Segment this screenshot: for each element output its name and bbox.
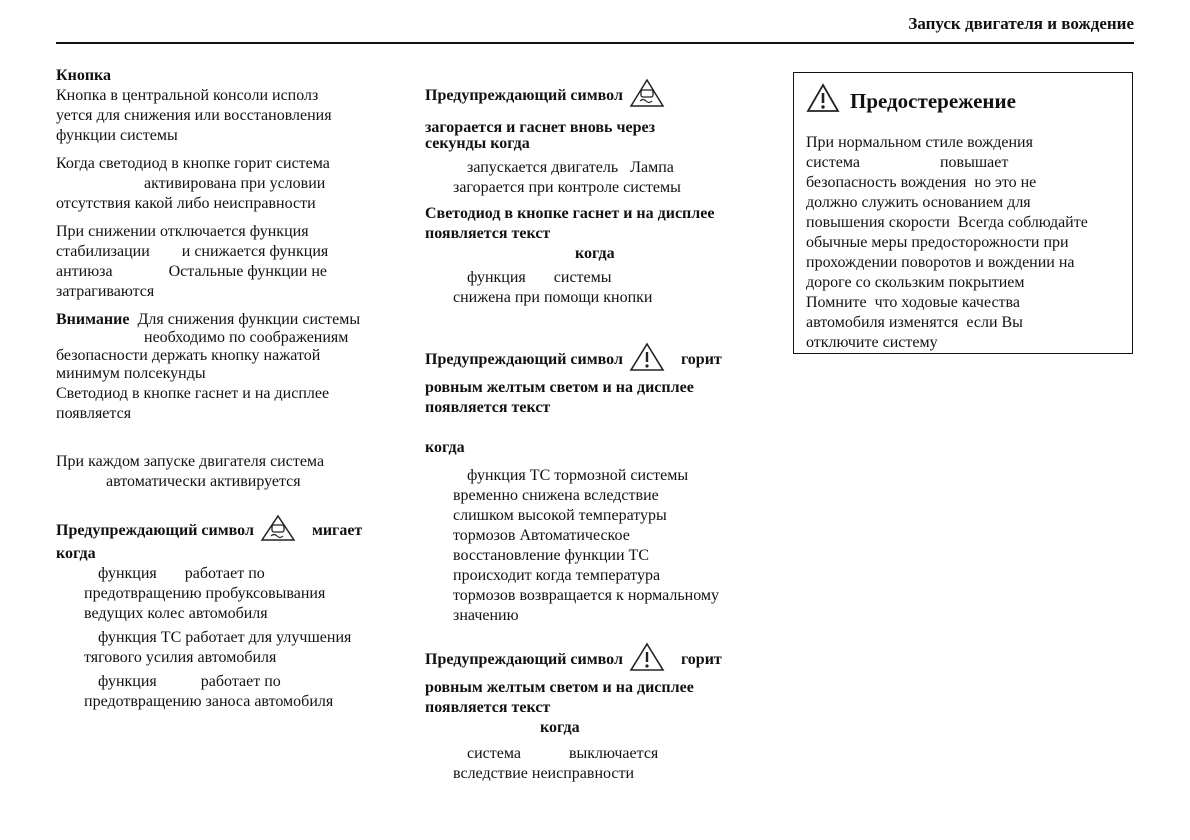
text-line: ровным желтым светом и на дисплее (425, 379, 694, 396)
text-line: тягового усилия автомобиля (84, 649, 277, 666)
text-line: функция ТС тормозной системы (467, 467, 689, 484)
symbol-heading: Предупреждающий символ (425, 78, 765, 114)
warning-triangle-icon (806, 83, 840, 119)
text-line: повышения скорости Всегда соблюдайте (806, 214, 1088, 231)
symbol-heading: Предупреждающий символ горит (425, 342, 765, 378)
text-line: должно служить основанием для (806, 194, 1031, 211)
text-line: функции системы (56, 127, 178, 144)
warning-box-title: Предостережение (806, 83, 1120, 119)
text-line: Когда светодиод в кнопке горит система (56, 155, 330, 172)
text-line: система повышает (806, 154, 1009, 171)
text-line: функция работает по (98, 673, 281, 690)
page-title: Запуск двигателя и вождение (908, 14, 1134, 33)
text-line: автоматически активируется (106, 473, 301, 490)
text-line: функция работает по (98, 565, 265, 582)
text-line: При нормальном стиле вождения (806, 134, 1033, 151)
text-line: загорается при контроле системы (453, 179, 681, 196)
warning-triangle-icon (629, 342, 665, 378)
text-line: тормозов Автоматическое (453, 527, 630, 544)
text-line: Помните что ходовые качества (806, 294, 1020, 311)
text-line: происходит когда температура (453, 567, 661, 584)
text-line: обычные меры предосторожности при (806, 234, 1069, 251)
column-left (56, 66, 401, 712)
text-line: безопасность вождения но это не (806, 174, 1037, 191)
text-line: когда (540, 719, 580, 736)
text-line: секунды когда (425, 135, 530, 152)
text-line: необходимо по соображениям (144, 329, 349, 346)
text-line: вследствие неисправности (453, 765, 635, 782)
section-heading: Кнопка (56, 67, 112, 84)
text-line: появляется текст (425, 399, 551, 416)
traction-control-icon (260, 514, 296, 548)
text-line: тормозов возвращается к нормальному (453, 587, 720, 604)
text-line: когда (575, 245, 615, 262)
warning-triangle-icon (629, 642, 665, 678)
column-middle (425, 78, 765, 784)
attention-label: Внимание (56, 311, 130, 328)
text-line: Светодиод в кнопке гаснет и на дисплее (425, 205, 715, 222)
text-line: загорается и гаснет вновь через (425, 119, 655, 136)
text-line: безопасности держать кнопку нажатой (56, 347, 321, 364)
text-line: появляется текст (425, 699, 551, 716)
text-line: система выключается (467, 745, 659, 762)
text-line: восстановление функции ТС (453, 547, 649, 564)
text-line: когда (425, 439, 465, 456)
text-line: дороге со скользким покрытием (806, 274, 1025, 291)
text-line: временно снижена вследствие (453, 487, 659, 504)
text-line: функция системы (467, 269, 612, 286)
text-line: отсутствия какой либо неисправности (56, 195, 316, 212)
text-line: ведущих колес автомобиля (84, 605, 268, 622)
text-line: активирована при условии (144, 175, 326, 192)
text-line: антиюза Остальные функции не (56, 263, 328, 280)
text-line: уется для снижения или восстановления (56, 107, 332, 124)
text-line: появляется текст (425, 225, 551, 242)
text-line: затрагиваются (56, 283, 155, 300)
text-line: автомобиля изменятся если Вы (806, 314, 1023, 331)
text-line: Кнопка в центральной консоли исполз (56, 87, 319, 104)
warning-box (793, 72, 1133, 354)
text-line: Светодиод в кнопке гаснет и на дисплее (56, 385, 330, 402)
text-line: когда (56, 545, 96, 562)
page-header (56, 12, 1134, 44)
text-line: предотвращению заноса автомобиля (84, 693, 334, 710)
text-line: При каждом запуске двигателя система (56, 453, 325, 470)
text-line: запускается двигатель Лампа (467, 159, 674, 176)
text-line: отключите систему (806, 334, 938, 351)
text-line: прохождении поворотов и вождении на (806, 254, 1075, 271)
traction-control-icon (629, 78, 665, 114)
symbol-heading: Предупреждающий символ горит (425, 642, 765, 678)
text-line: минимум полсекунды (56, 365, 206, 382)
text-line: ровным желтым светом и на дисплее (425, 679, 694, 696)
text-line: слишком высокой температуры (453, 507, 667, 524)
text-line: значению (453, 607, 519, 624)
text-line: стабилизации и снижается функция (56, 243, 329, 260)
text-line: При снижении отключается функция (56, 223, 309, 240)
symbol-heading: Предупреждающий символ мигает (56, 514, 401, 548)
text-line: Для снижения функции системы (129, 311, 361, 328)
text-line: появляется (56, 405, 132, 422)
text-line: снижена при помощи кнопки (453, 289, 653, 306)
text-line: предотвращению пробуксовывания (84, 585, 326, 602)
text-line: функция ТС работает для улучшения (98, 629, 352, 646)
